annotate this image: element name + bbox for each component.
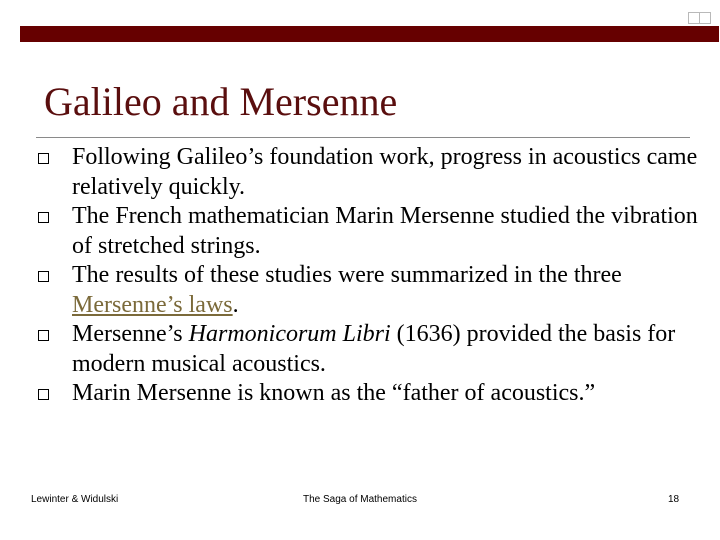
mersennes-laws-link[interactable]: Mersenne’s laws xyxy=(72,291,233,318)
bullet-item xyxy=(38,379,698,409)
bullet-item xyxy=(38,143,698,202)
square-bullet-icon xyxy=(38,271,49,282)
bullet-item xyxy=(38,202,698,261)
bullet-list xyxy=(38,143,698,409)
square-bullet-icon xyxy=(38,153,49,164)
square-bullet-icon xyxy=(38,212,49,223)
bullet-text-start: The results of these studies were summarized in the three xyxy=(72,262,622,288)
bullet-text: Marin Mersenne is known as the “father of acoustics.” xyxy=(72,380,596,406)
top-decorative-square-2 xyxy=(700,12,711,24)
page-number: 18 xyxy=(668,494,680,505)
bullet-text: Following Galileo’s foundation work, progress in acoustics came relatively quickly. xyxy=(72,144,698,200)
top-decorative-band xyxy=(20,26,719,42)
top-decorative-square xyxy=(688,12,700,24)
bullet-item xyxy=(38,320,698,379)
bullet-text-end: (1636) provided the basis for modern musical acoustics. xyxy=(72,321,676,377)
title-underline xyxy=(36,137,690,138)
footer-authors: Lewinter & Widulski xyxy=(31,494,119,505)
bullet-text-start: Mersenne’s xyxy=(72,321,189,347)
square-bullet-icon xyxy=(38,330,49,341)
footer-book-title: The Saga of Mathematics xyxy=(303,494,417,505)
bullet-text: The French mathematician Marin Mersenne studied the vibration of stretched strings. xyxy=(72,203,698,259)
bullet-text-end: . xyxy=(232,291,239,318)
slide-title: Galileo and Mersenne xyxy=(44,79,398,124)
bullet-item xyxy=(38,261,698,320)
book-title: Harmonicorum Libri xyxy=(188,321,391,347)
square-bullet-icon xyxy=(38,389,49,400)
